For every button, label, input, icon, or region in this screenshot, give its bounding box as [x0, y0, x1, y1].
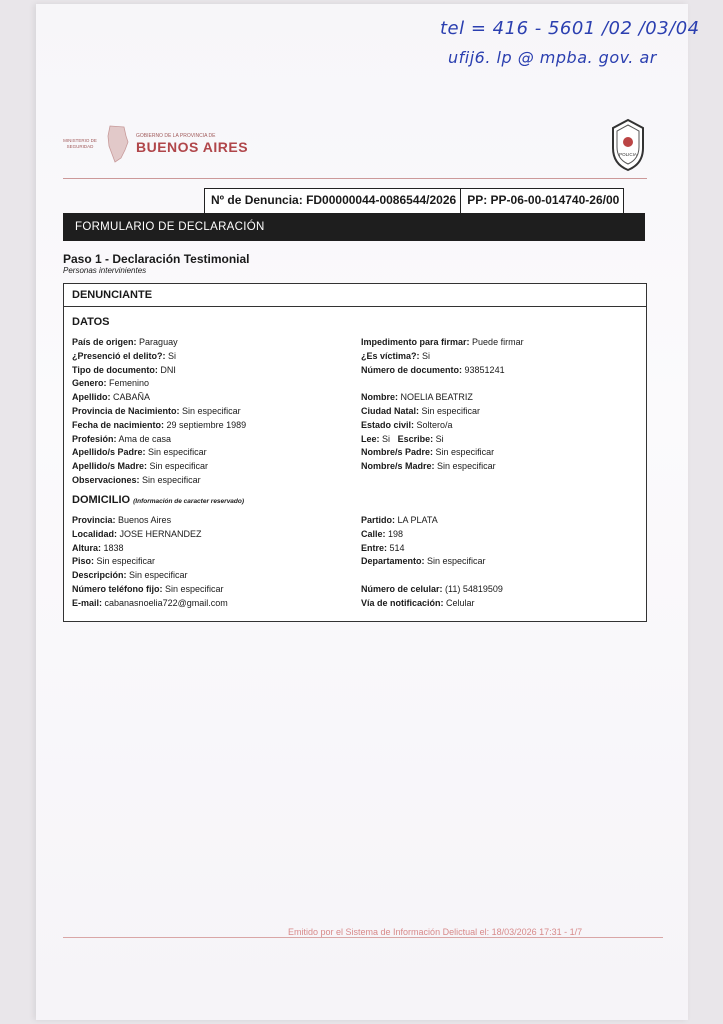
datos-heading: DATOS [72, 316, 110, 328]
field-row [72, 597, 228, 611]
field-value: Sin especificar [427, 556, 486, 567]
field-label: Nombre: [361, 392, 399, 403]
field-value: Si [168, 350, 177, 361]
field-label: E-mail: [72, 597, 103, 608]
field-value: Sin especificar [96, 556, 156, 567]
field-value: Sin especificar [142, 474, 201, 485]
field-value: Si [435, 433, 444, 444]
paso-title: Paso 1 - Declaración Testimonial [63, 252, 250, 266]
field-value: DNI [160, 364, 176, 375]
field-value: Puede firmar [472, 337, 524, 347]
field-row [72, 569, 228, 583]
field-row [72, 377, 246, 391]
field-row [361, 555, 503, 569]
field-label: Observaciones: [72, 474, 140, 485]
buenos-aires-logo-text: BUENOS AIRES [136, 139, 249, 155]
field-row [72, 336, 246, 350]
field-row [361, 350, 524, 364]
field-label: Piso: [72, 556, 95, 567]
field-value: NOELIA BEATRIZ [400, 392, 473, 403]
field-row [361, 391, 524, 405]
field-value: Femenino [109, 378, 150, 389]
field-value: Soltero/a [416, 419, 453, 430]
field-value: Sin especificar [421, 405, 481, 416]
field-label: Entre: [361, 542, 388, 553]
badge-label: POLICIA [619, 152, 637, 157]
field-label: Número de documento: [361, 364, 463, 375]
field-value: Sin especificar [437, 461, 496, 472]
domicilio-label: DOMICILIO [72, 494, 131, 506]
police-badge-icon [610, 118, 646, 172]
field-label: Departamento: [361, 556, 425, 567]
field-label: Altura: [72, 542, 101, 553]
denuncia-reference-box [204, 188, 624, 214]
domicilio-left-column [72, 514, 228, 611]
field-row [361, 597, 503, 611]
field-label: Estado civil: [361, 419, 415, 430]
field-value: LA PLATA [397, 515, 438, 525]
field-label: Nombre/s Madre: [361, 461, 435, 472]
field-value: cabanasnoelia722@gmail.com [104, 597, 228, 608]
field-label: Nombre/s Padre: [361, 447, 434, 458]
field-row [361, 364, 524, 378]
field-label: Provincia: [72, 515, 116, 525]
field-label: Vía de notificación: [361, 597, 444, 608]
field-row [72, 514, 228, 528]
field-value: 1838 [103, 542, 124, 553]
field-label: Ciudad Natal: [361, 405, 420, 416]
field-label: Provincia de Nacimiento: [72, 405, 180, 416]
field-label: Profesión: [72, 433, 117, 444]
field-row [72, 433, 246, 447]
field-row [361, 569, 503, 583]
field-label: Genero: [72, 378, 107, 389]
field-label: Número teléfono fijo: [72, 583, 163, 594]
field-row [72, 446, 246, 460]
field-row [361, 542, 503, 556]
field-label: Fecha de nacimiento: [72, 419, 165, 430]
field-row [72, 364, 246, 378]
field-value: Sin especificar [149, 461, 209, 472]
ministerio-label: MINISTERIO DE SEGURIDAD [63, 138, 97, 149]
panel-title: DENUNCIANTE [64, 284, 646, 307]
domicilio-heading [72, 494, 244, 506]
field-label: País de origen: [72, 337, 137, 347]
field-value: JOSE HERNANDEZ [119, 528, 202, 539]
field-label: Apellido/s Madre: [72, 461, 148, 472]
field-row [361, 377, 524, 391]
field-row [72, 555, 228, 569]
field-label: Partido: [361, 515, 396, 525]
domicilio-note: (Información de caracter reservado) [133, 498, 245, 505]
field-value: Si [422, 350, 431, 361]
field-value: Sin especificar [182, 405, 241, 416]
field-row [72, 542, 228, 556]
datos-left-column [72, 336, 246, 488]
province-map-icon [106, 124, 130, 164]
denuncia-number: Nº de Denuncia: FD00000044-0086544/2026 [211, 193, 457, 207]
field-row [361, 433, 524, 447]
field-value: CABAÑA [113, 392, 151, 403]
field-value: 198 [388, 528, 404, 539]
field-label: Apellido: [72, 392, 111, 403]
footer-divider [63, 937, 663, 938]
field-value: Buenos Aires [118, 515, 172, 525]
field-value: Celular [446, 597, 475, 608]
field-row [72, 391, 246, 405]
field-value: Ama de casa [118, 433, 172, 444]
field-row [361, 460, 524, 474]
ministry-logo [60, 120, 260, 168]
field-row [72, 460, 246, 474]
header-divider [63, 178, 647, 179]
field-row [72, 405, 246, 419]
pp-number: PP: PP-06-00-014740-26/00 [460, 189, 623, 213]
denunciante-panel [63, 283, 647, 622]
field-row [361, 514, 503, 528]
field-label: Apellido/s Padre: [72, 447, 146, 458]
field-row [361, 528, 503, 542]
datos-right-column [361, 336, 524, 474]
field-row [361, 583, 503, 597]
field-label: Número de celular: [361, 583, 443, 594]
field-row [72, 474, 246, 488]
field-row [361, 336, 524, 350]
handwritten-email-note: ufij6. lp @ mpba. gov. ar [448, 48, 657, 67]
field-label: Localidad: [72, 528, 118, 539]
field-row [361, 446, 524, 460]
field-value: Sin especificar [148, 447, 207, 458]
field-label: Escribe: [397, 433, 434, 444]
field-row [72, 583, 228, 597]
field-row [72, 528, 228, 542]
field-value: 93851241 [464, 364, 505, 375]
field-value: (11) 54819509 [445, 583, 503, 594]
field-label: Tipo de documento: [72, 364, 158, 375]
field-row [72, 350, 246, 364]
field-value: Sin especificar [165, 583, 224, 594]
field-value: Paraguay [139, 337, 178, 347]
field-label: Calle: [361, 528, 386, 539]
domicilio-right-column [361, 514, 503, 611]
field-label: ¿Es víctima?: [361, 350, 420, 361]
handwritten-phone-note: tel = 416 - 5601 /02 /03/04 [440, 18, 700, 39]
field-row [361, 405, 524, 419]
field-label: ¿Presenció el delito?: [72, 350, 166, 361]
field-label: Descripción: [72, 570, 127, 581]
form-title-bar: FORMULARIO DE DECLARACIÓN [63, 213, 645, 241]
field-value: Si [382, 433, 391, 444]
field-value: Sin especificar [129, 570, 188, 581]
field-label: Lee: [361, 433, 380, 444]
footer-emission-text: Emitido por el Sistema de Información Delictual el: 18/03/2026 17:31 - 1/7 [288, 927, 583, 937]
field-value: 29 septiembre 1989 [166, 419, 247, 430]
field-value: Sin especificar [435, 447, 495, 458]
gobierno-label: GOBIERNO DE LA PROVINCIA DE [136, 133, 216, 139]
field-row [361, 419, 524, 433]
field-value: 514 [389, 542, 405, 553]
paso-subtitle: Personas intervinientes [63, 266, 147, 275]
field-row [72, 419, 246, 433]
field-label: Impedimento para firmar: [361, 337, 470, 347]
